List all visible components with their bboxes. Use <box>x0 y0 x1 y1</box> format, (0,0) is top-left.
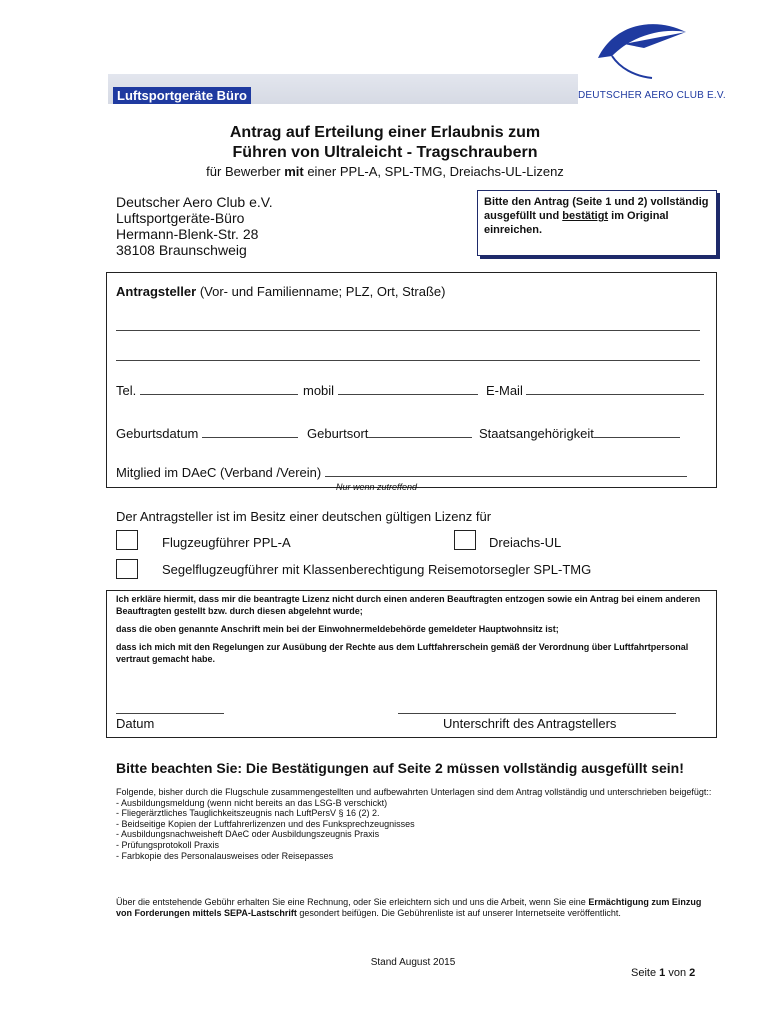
daec-eagle-logo <box>594 18 694 82</box>
ul-checkbox[interactable] <box>454 530 476 550</box>
member-field[interactable] <box>116 465 687 480</box>
address-line: Hermann-Blenk-Str. 28 <box>116 226 259 242</box>
attachments-info <box>116 787 716 861</box>
attachment-item: - Prüfungsprotokoll Praxis <box>116 839 220 850</box>
tel-field[interactable] <box>116 383 298 398</box>
ppl-label: Flugzeugführer PPL-A <box>162 535 291 550</box>
spl-label: Segelflugzeugführer mit Klassenberechtigung Reisemotorsegler SPL-TMG <box>162 562 592 577</box>
ul-label: Dreiachs-UL <box>489 535 562 550</box>
nationality-label: Staatsangehörigkeit <box>479 426 594 441</box>
license-intro: Der Antragsteller ist im Besitz einer deutschen gültigen Lizenz für <box>116 509 492 524</box>
applicant-section <box>106 272 717 488</box>
email-label: E-Mail <box>486 383 523 398</box>
birth-place-field[interactable] <box>307 426 472 441</box>
fee-info: Über die entstehende Gebühr erhalten Sie eine Rechnung, oder Sie erleichtern sich und uns die Arbeit, wenn Sie eine Ermächtigung zum Einzug von Forderungen mittels SEPA-Lastschrift gesondert beifügen. Die Gebührenliste ist auf unserer Internetseite veröffentlicht. <box>116 897 702 918</box>
document-title-line-2: Führen von Ultraleicht - Tragschraubern <box>232 144 538 161</box>
spl-checkbox[interactable] <box>116 559 138 579</box>
email-field[interactable] <box>486 383 704 398</box>
important-note: Bitte beachten Sie: Die Bestätigungen auf Seite 2 müssen vollständig ausgefüllt sein! <box>116 760 684 776</box>
document-subtitle: für Bewerber mit einer PPL-A, SPL-TMG, Dreiachs-UL-Lizenz <box>206 164 564 179</box>
tel-label: Tel. <box>116 383 137 398</box>
address-line: Deutscher Aero Club e.V. <box>116 194 273 210</box>
applicant-label: Antragsteller (Vor- und Familienname; PLZ, Ort, Straße) <box>116 284 446 299</box>
applicant-signature-field[interactable] <box>398 713 676 714</box>
attachment-item: - Beidseitige Kopien der Luftfahrerlizenzen und des Funksprechzeugnisses <box>116 818 415 829</box>
date-signature-field[interactable] <box>116 713 224 714</box>
document-title-line-1: Antrag auf Erteilung einer Erlaubnis zum <box>229 124 541 141</box>
mobil-label: mobil <box>303 383 335 398</box>
birth-date-label: Geburtsdatum <box>116 426 199 441</box>
applicant-name-field[interactable] <box>116 330 700 331</box>
attachment-item: - Ausbildungsnachweisheft DAeC oder Ausbildungszeugnis Praxis <box>116 829 380 840</box>
address-line: Luftsportgeräte-Büro <box>116 210 245 226</box>
member-hint: Nur wenn zutreffend <box>336 482 418 492</box>
page-number: Seite 1 von 2 <box>631 967 696 979</box>
date-label: Datum <box>116 716 155 731</box>
address-line: 38108 Braunschweig <box>116 242 247 258</box>
declaration-paragraph: dass ich mich mit den Regelungen zur Ausübung der Rechte aus dem Luftfahrerschein gemäß der Verordnung über Luftfahrtpersonal vertraut gemacht habe. <box>116 642 689 664</box>
mobil-field[interactable] <box>303 383 478 398</box>
declaration-paragraph: Ich erkläre hiermit, dass mir die beantragte Lizenz nicht durch einen anderen Beauftragten entzogen sowie ein Antrag bei einem anderen Beauftragten gestellt bzw. durch diesen abgelehnt wurde; <box>116 594 701 616</box>
submission-notice-box: Bitte den Antrag (Seite 1 und 2) vollständig ausgefüllt und bestätigt im Original einreichen. <box>477 190 717 256</box>
version-date: Stand August 2015 <box>370 957 456 968</box>
ppl-checkbox[interactable] <box>116 530 138 550</box>
signature-label: Unterschrift des Antragstellers <box>443 716 617 731</box>
department-label: Luftsportgeräte Büro <box>113 87 251 104</box>
attachment-item: - Fliegerärztliches Tauglichkeitszeugnis nach LuftPersV § 16 (2) 2. <box>116 808 380 819</box>
member-label: Mitglied im DAeC (Verband /Verein) <box>116 465 322 480</box>
logo-text: DEUTSCHER AERO CLUB E.V. <box>578 90 726 101</box>
applicant-address-field[interactable] <box>116 360 700 361</box>
birth-place-label: Geburtsort <box>307 426 369 441</box>
declaration-paragraph: dass die oben genannte Anschrift mein bei der Einwohnermeldebehörde gemeldeter Hauptwohnsitz ist; <box>116 624 559 634</box>
attachments-intro: Folgende, bisher durch die Flugschule zusammengestellten und aufbewahrten Unterlagen sind dem Antrag vollständig und unterschrieben beigefügt:: <box>116 787 712 797</box>
attachment-item: - Ausbildungsmeldung (wenn nicht bereits an das LSG-B verschickt) <box>116 797 388 808</box>
birth-date-field[interactable] <box>116 426 298 441</box>
nationality-field[interactable] <box>479 426 680 441</box>
attachment-item: - Farbkopie des Personalausweises oder Reisepasses <box>116 850 334 861</box>
